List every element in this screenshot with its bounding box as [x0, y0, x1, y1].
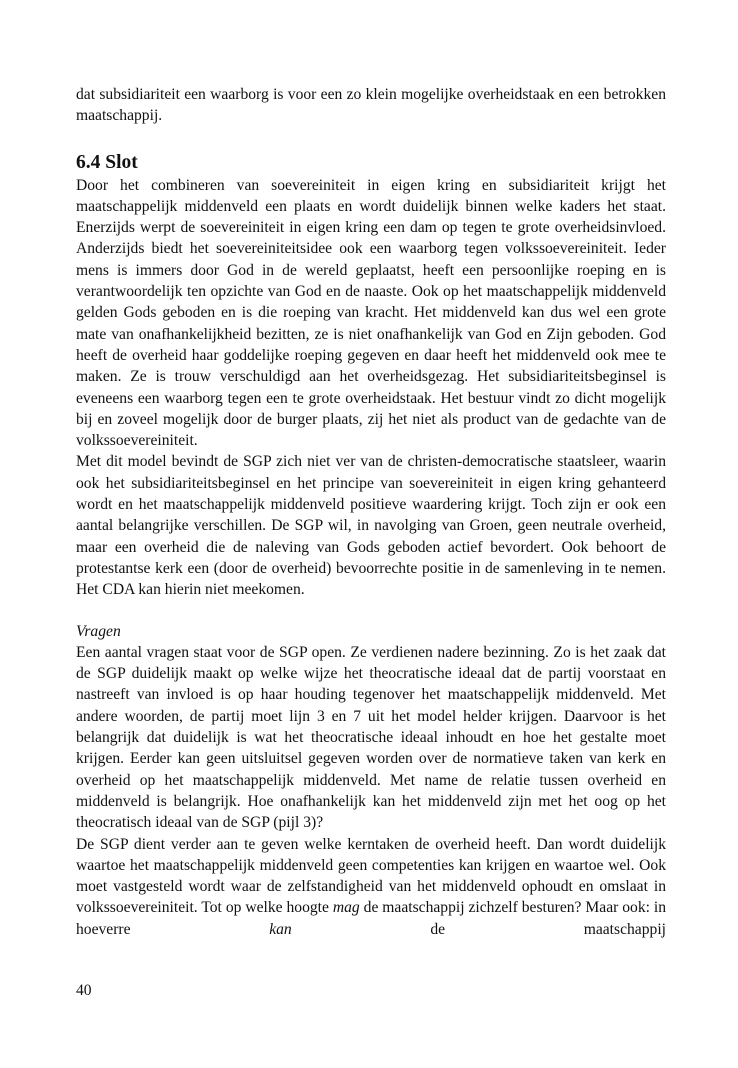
paragraph-text: de maatschappij zichzelf besturen? Maar ook: in hoeverre	[76, 899, 667, 938]
spacer	[76, 127, 666, 151]
paragraph-slot-2: Met dit model bevindt de SGP zich niet ver van de christen-democratische staatsleer, waarin ook het subsidiariteitsbeginsel en het principe van soevereiniteit in eigen kring gehanteerd wordt en het maatschappelijk middenveld positieve waardering krijgt. Toch zijn er ook een aantal belangrijke verschillen. De SGP wil, in navolging van Groen, geen neutrale overheid, maar een overheid die de naleving van Gods geboden actief bevordert. Ook behoort de protestantse kerk een (door de overheid) bevoorrechte positie in de samenleving in te nemen. Het CDA kan hierin niet meekomen.	[76, 453, 666, 599]
emphasis-mag: mag	[332, 899, 360, 917]
page-body	[76, 84, 666, 940]
paragraph-text: de maatschappij	[291, 920, 666, 938]
spacer	[76, 601, 666, 621]
paragraph-text: De SGP dient verder aan te geven welke kerntaken de overheid heeft. Dan wordt duidelijk waartoe het maatschappelijk middenveld geen competenties kan krijgen en waartoe wel. Ook moet vastgesteld wordt waar de zelfstandigheid van het middenveld ophoudt en omslaat in volkssoevereiniteit. Tot op welke hoogte	[76, 835, 666, 917]
subheading-vragen: Vragen	[76, 622, 121, 640]
page-number: 40	[76, 982, 92, 999]
paragraph-vragen-2	[76, 834, 666, 940]
paragraph-slot-1: Door het combineren van soevereiniteit in eigen kring en subsidiariteit krijgt het maatschappelijk middenveld een plaats en wordt duidelijk binnen welke kaders het staat. Enerzijds werpt de soevereiniteit in eigen kring een dam op tegen te grote overheidsinvloed. Anderzijds biedt het soevereiniteitsidee ook een waarborg tegen volkssoevereiniteit. Ieder mens is immers door God in de wereld geplaatst, heeft een persoonlijke roeping en is verantwoordelijk ten opzichte van God en de naaste. Ook op het maatschappelijk middenveld gelden Gods geboden en is die roeping van kracht. Het middenveld kan dus wel een grote mate van onafhankelijkheid bezitten, ze is niet onafhankelijk van God en Zijn geboden. God heeft de overheid haar goddelijke roeping gegeven en daar heeft het middenveld ook mee te maken. Ze is trouw verschuldigd aan het overheidsgezag. Het subsidiariteitsbeginsel is eveneens een waarborg tegen een te grote overheidstaak. Het bestuur vindt zo dicht mogelijk bij en zoveel mogelijk door de burger plaats, zij het niet als product van de gedachte van de volkssoevereiniteit.	[76, 176, 666, 450]
intro-paragraph: dat subsidiariteit een waarborg is voor een zo klein mogelijke overheidstaak en een betrokken maatschappij.	[76, 86, 666, 125]
paragraph-vragen-1: Een aantal vragen staat voor de SGP open. Ze verdienen nadere bezinning. Zo is het zaak dat de SGP duidelijk maakt op welke wijze het theocratische ideaal dat de partij voorstaat en nastreeft van invloed is op haar houding tegenover het maatschappelijk middenveld. Met andere woorden, de partij moet lijn 3 en 7 uit het model helder krijgen. Daarvoor is het belangrijk dat duidelijk is wat het theocratische ideaal inhoudt en hoe het gestalte moet krijgen. Eerder kan geen uitsluitsel gegeven worden over de normatieve taken van kerk en overheid op het maatschappelijk middenveld. Met name de relatie tussen overheid en middenveld is belangrijk. Hoe onafhankelijk kan het middenveld zijn met het oog op het theocratisch ideaal van de SGP (pijl 3)?	[76, 643, 666, 832]
emphasis-kan: kan	[269, 920, 292, 938]
section-heading: 6.4 Slot	[76, 151, 138, 173]
